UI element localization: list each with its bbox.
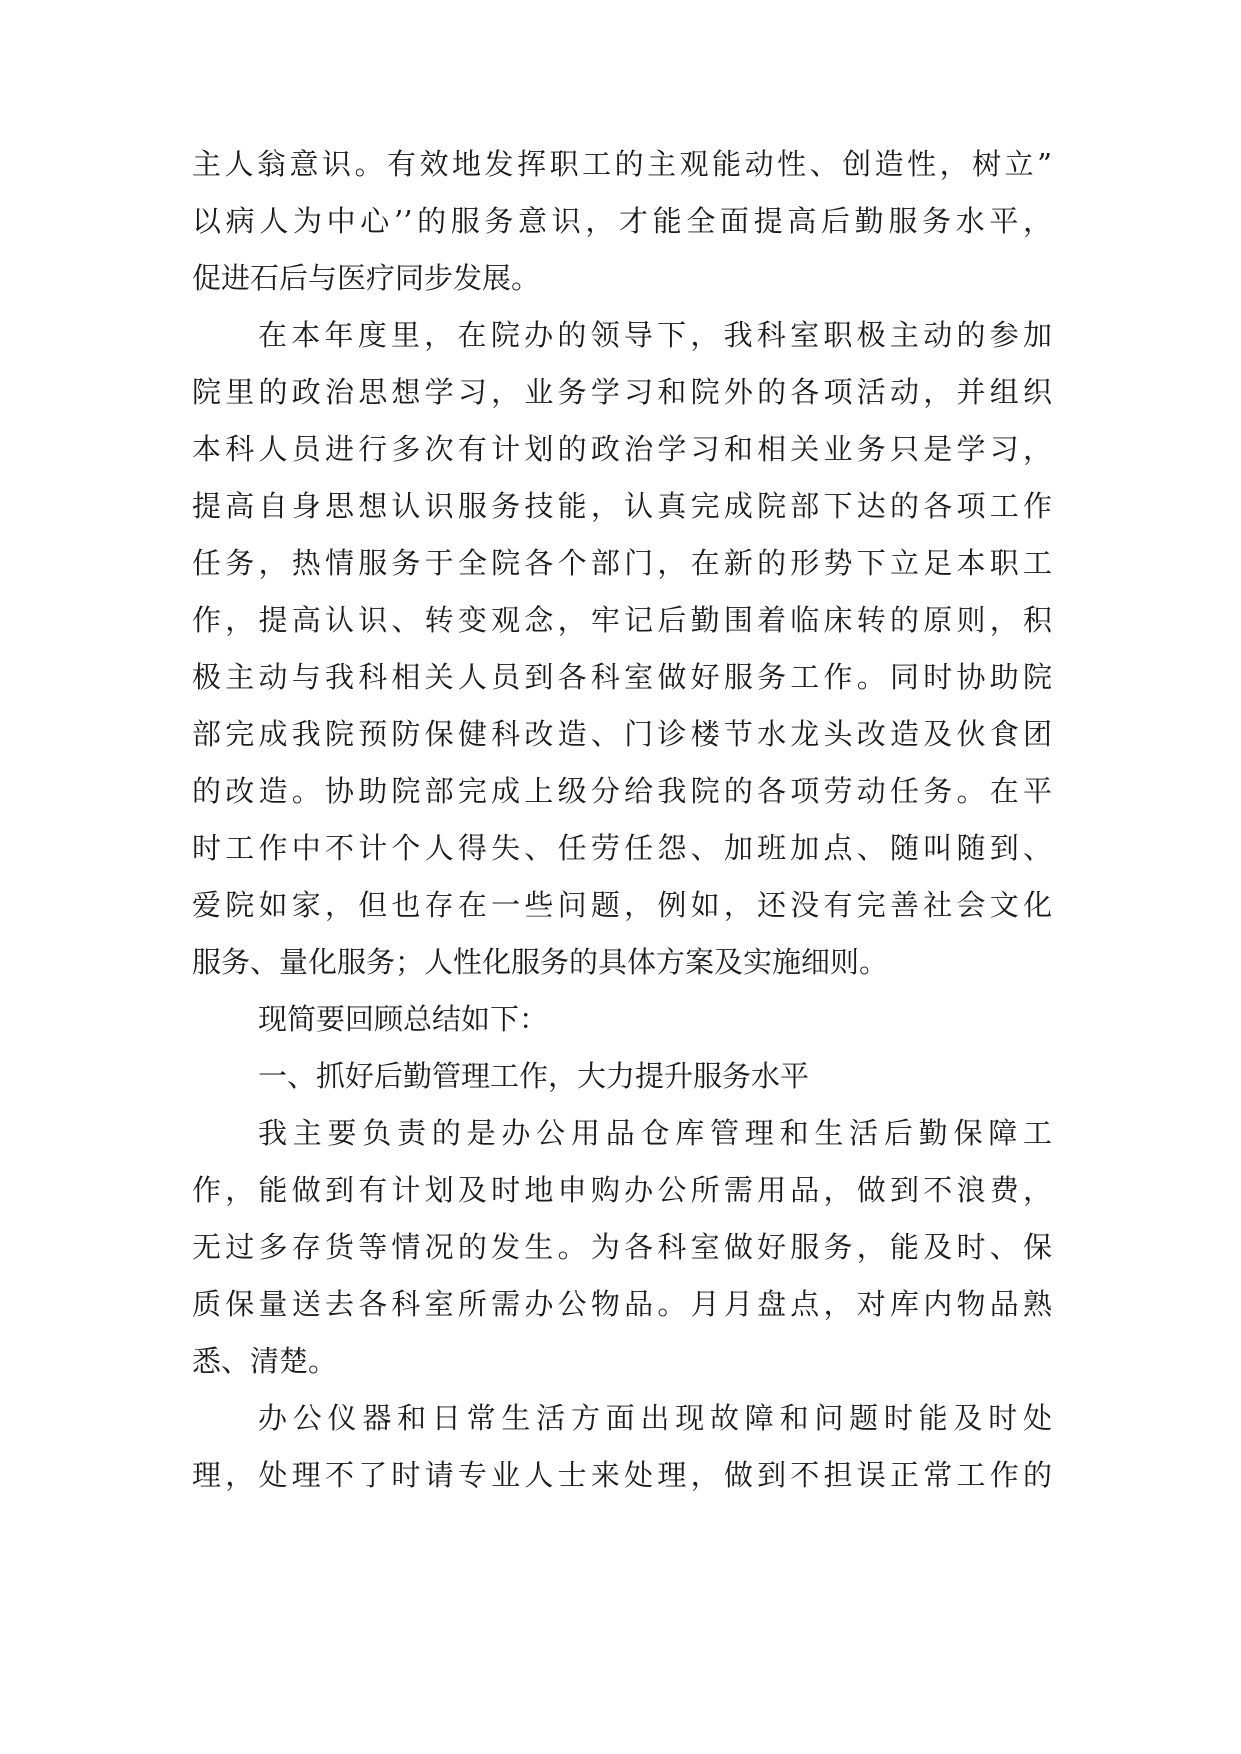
text-line: 爱院如家，但也存在一些问题，例如，还没有完善社会文化 xyxy=(192,888,1052,922)
text-line: 院里的政治思想学习，业务学习和院外的各项活动，并组织 xyxy=(192,375,1052,409)
text-line: 部完成我院预防保健科改造、门诊楼节水龙头改造及伙食团 xyxy=(192,717,1052,751)
text-line: 主人翁意识。有效地发挥职工的主观能动性、创造性，树立” xyxy=(192,147,1052,181)
text-line: 本科人员进行多次有计划的政治学习和相关业务只是学习， xyxy=(192,432,1052,466)
text-line: 现简要回顾总结如下： xyxy=(258,1002,549,1036)
paragraph-p2 xyxy=(192,307,1052,991)
text-line: 一、抓好后勤管理工作，大力提升服务水平 xyxy=(258,1059,810,1093)
paragraph-p6 xyxy=(192,1390,1052,1504)
text-line: 在本年度里，在院办的领导下，我科室职极主动的参加 xyxy=(258,318,1052,352)
document-body xyxy=(192,136,1052,1504)
text-line: 极主动与我科相关人员到各科室做好服务工作。同时协助院 xyxy=(192,660,1052,694)
text-line: 的改造。协助院部完成上级分给我院的各项劳动任务。在平 xyxy=(192,774,1052,808)
text-line: 作，能做到有计划及时地申购办公所需用品，做到不浪费， xyxy=(192,1173,1052,1207)
text-line: 时工作中不计个人得失、任劳任怨、加班加点、随叫随到、 xyxy=(192,831,1052,865)
text-line: 理，处理不了时请专业人士来处理，做到不担误正常工作的 xyxy=(192,1458,1052,1492)
text-line: 提高自身思想认识服务技能，认真完成院部下达的各项工作 xyxy=(192,489,1052,523)
paragraph-p4 xyxy=(192,1048,1052,1105)
paragraph-p1 xyxy=(192,136,1052,307)
text-line: 我主要负责的是办公用品仓库管理和生活后勤保障工 xyxy=(258,1116,1052,1150)
text-line: 质保量送去各科室所需办公物品。月月盘点，对库内物品熟 xyxy=(192,1287,1052,1321)
text-line: 任务，热情服务于全院各个部门，在新的形势下立足本职工 xyxy=(192,546,1052,580)
text-line: 悉、清楚。 xyxy=(192,1344,338,1378)
paragraph-p5 xyxy=(192,1105,1052,1390)
text-line: 服务、量化服务；人性化服务的具体方案及实施细则。 xyxy=(192,945,889,979)
text-line: 办公仪器和日常生活方面出现故障和问题时能及时处 xyxy=(258,1401,1052,1435)
text-line: 无过多存货等情况的发生。为各科室做好服务，能及时、保 xyxy=(192,1230,1052,1264)
text-line: 作，提高认识、转变观念，牢记后勤围着临床转的原则，积 xyxy=(192,603,1052,637)
text-line: 促进石后与医疗同步发展。 xyxy=(192,261,541,295)
paragraph-p3 xyxy=(192,991,1052,1048)
text-line: 以病人为中心’’的服务意识，才能全面提高后勤服务水平， xyxy=(192,204,1052,238)
